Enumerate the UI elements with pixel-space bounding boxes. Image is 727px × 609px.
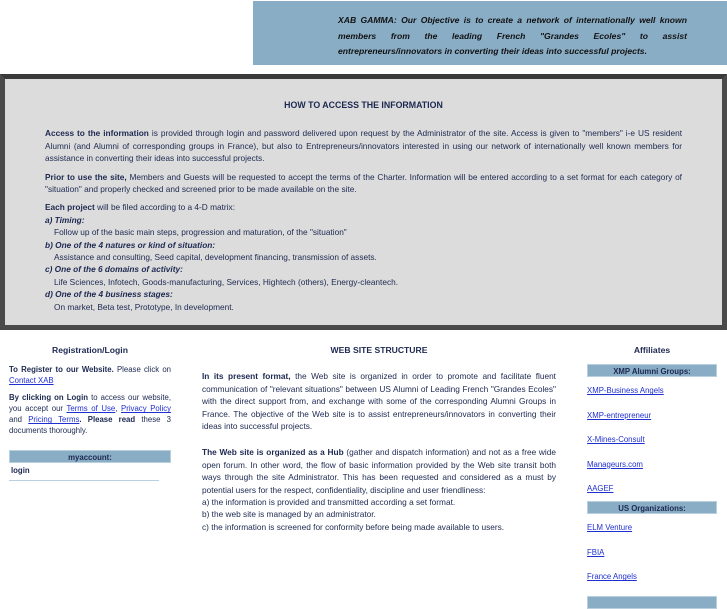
registration-panel — [9, 344, 171, 481]
access-title: HOW TO ACCESS THE INFORMATION — [284, 100, 443, 110]
affiliates-title: Affiliates — [633, 345, 671, 355]
matrix — [45, 201, 682, 313]
list-item: a) the information is provided and transmitted according a set format. — [202, 497, 456, 508]
affiliate-link[interactable]: Manageurs.com — [587, 459, 643, 469]
matrix-text: Life Sciences, Infotech, Goods-manufacturing, Services, Hightech (others), Energy-cleantech. — [54, 276, 399, 287]
matrix-heading: b) One of the 4 natures or kind of situation: — [45, 239, 216, 250]
register-text: To Register to our Website. Please click on Contact XAB — [9, 365, 171, 386]
affiliate-link[interactable]: XMP-entrepreneur — [587, 410, 652, 420]
matrix-text: Assistance and consulting, Seed capital, development financing, transmission of assets. — [54, 252, 377, 263]
matrix-text: Follow up of the basic main steps, progression and maturation, of the "situation" — [54, 227, 347, 238]
affiliate-link[interactable]: ELM Venture — [587, 523, 633, 533]
pricing-terms-link[interactable]: Pricing Terms — [28, 415, 80, 425]
access-paragraph — [45, 127, 682, 164]
objective-banner: XAB GAMMA: Our Objective is to create a network of internationally well known members from the leading French "Grandes Ecoles" to assist entrepreneurs/innovators in converting their ideas into successful projects. — [253, 1, 727, 65]
privacy-policy-link[interactable]: Privacy Policy — [121, 404, 171, 414]
affiliate-link[interactable]: FBIA — [587, 547, 605, 557]
access-paragraph — [45, 171, 682, 196]
affiliate-link[interactable]: XMP-Business Angels — [587, 386, 664, 396]
matrix-heading: d) One of the 4 business stages: — [45, 289, 173, 300]
matrix-heading: a) Timing: — [45, 214, 85, 225]
bold-lead: Access to the information — [45, 128, 149, 139]
list-item: c) the information is screened for conformity before being made available to users. — [202, 521, 505, 532]
login-terms-text: By clicking on Login to access our website, you accept our Terms of Use, Privacy Policy and Pricing Terms. Please read these 3 documents thoroughly. — [9, 393, 171, 436]
structure-paragraph: In its present format, the Web site is organized in order to promote and facilitate fluent communication of "relevant situations" between US Alumni of Leading French "Grandes Ecoles" with the direct support from, and exchange with some of the corresponding Alumni Groups in France. The objective of the Web site is to assist entrepreneurs/innovators in converting their ideas into successful projects. — [202, 371, 556, 432]
access-info-panel — [0, 74, 727, 330]
text: Members and Guests will be requested to accept the terms of the Charter. Information will be entered according to a set format for each category of "situation" and properly checked and screened prior to be made available on the site. — [45, 171, 682, 195]
bold-lead: Prior to use the site, — [45, 171, 127, 182]
us-orgs-header: US Organizations: — [587, 501, 717, 514]
xmp-groups-header: XMP Alumni Groups: — [587, 364, 717, 377]
matrix-heading: c) One of the 6 domains of activity: — [45, 264, 183, 275]
myaccount-header: myaccount: — [9, 450, 171, 463]
registration-title: Registration/Login — [52, 345, 128, 355]
affiliate-link[interactable]: France Angels — [587, 572, 637, 582]
list-item: b) the web site is managed by an administrator. — [202, 509, 376, 520]
text: is provided through login and password delivered upon request by the Administrator of the site. Access is given to "members" i-e US resident Alumni (and Alumni of corresponding groups in France), but also to Entrepreneurs/innovators interested in using our network of internationally well known members for assistance in converting their ideas into successful projects. — [45, 128, 682, 164]
affiliate-link[interactable]: X-Mines-Consult — [587, 435, 645, 445]
bold-lead: Each project — [45, 202, 95, 213]
terms-of-use-link[interactable]: Terms of Use — [66, 404, 116, 414]
matrix-text: On market, Beta test, Prototype, In development. — [54, 301, 234, 312]
web-structure-panel — [202, 344, 556, 533]
contact-xab-link[interactable]: Contact XAB — [9, 376, 54, 386]
next-section-header — [587, 596, 717, 609]
affiliates-panel — [587, 344, 717, 609]
structure-title: WEB SITE STRUCTURE — [330, 345, 428, 355]
text: will be filed according to a 4-D matrix: — [94, 202, 235, 213]
structure-paragraph: The Web site is organized as a Hub (gather and dispatch information) and not as a free wide open forum. In other word, the flow of basic information provided by the Web site transit both ways through the site Administrator. This has been requested and considered as a must by potential users for the respect, confidentiality, discipline and user friendliness: — [202, 447, 556, 495]
affiliate-link[interactable]: AAGEF — [587, 484, 614, 494]
login-link[interactable]: login — [9, 463, 159, 480]
